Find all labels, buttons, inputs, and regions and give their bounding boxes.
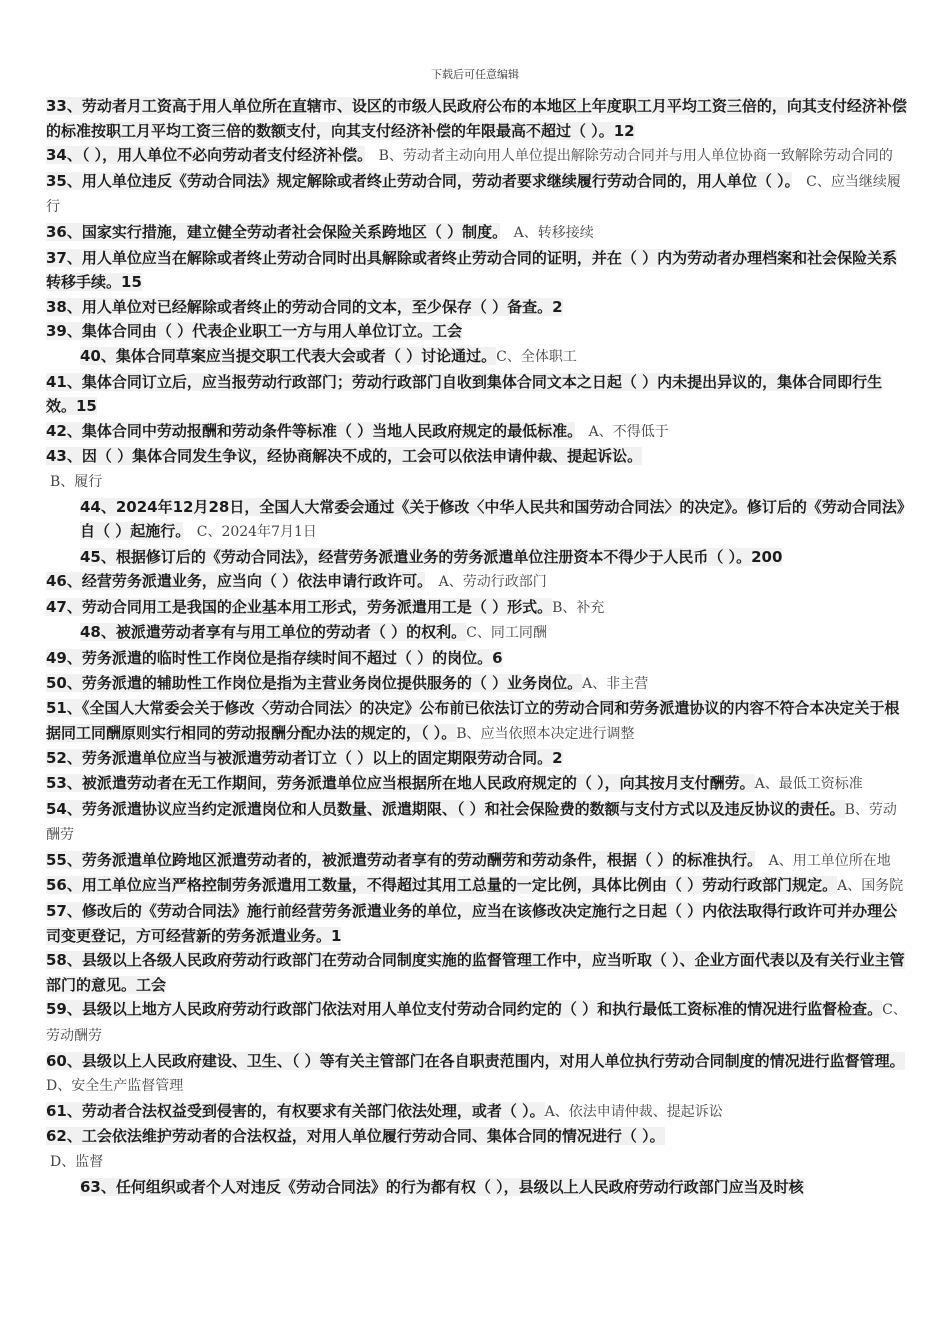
question-text: 62、工会依法维护劳动者的合法权益，对用人单位履行劳动合同、集体合同的情况进行（ ）。 <box>46 1127 665 1146</box>
question-text: 57、修改后的《劳动合同法》施行前经营劳务派遣业务的单位，应当在该修改决定施行之日起（ ）内依法取得行政许可并办理公司变更登记，方可经营新的劳务派遣业务。1 <box>46 902 898 945</box>
question-33 <box>46 94 908 143</box>
question-text: 46、经营劳务派遣业务，应当向（ ）依法申请行政许可。 <box>46 572 425 591</box>
question-48 <box>46 620 908 646</box>
question-58 <box>46 948 908 997</box>
question-57 <box>46 899 908 948</box>
answer-text: B、劳动者主动向用人单位提出解除劳动合同并与用人单位协商一致解除劳动合同的 <box>364 148 893 165</box>
question-35 <box>46 169 908 220</box>
question-46 <box>46 569 908 595</box>
question-text: 34、（ ），用人单位不必向劳动者支付经济补偿。 <box>46 146 365 165</box>
question-text: 35、用人单位违反《劳动合同法》规定解除或者终止劳动合同，劳动者要求继续履行劳动合同的，用人单位（ ）。 <box>46 171 793 190</box>
question-text: 47、劳动合同用工是我国的企业基本用工形式，劳务派遣用工是（ ）形式。 <box>46 597 553 616</box>
question-text: 40、集体合同草案应当提交职工代表大会或者（ ）讨论通过。 <box>80 346 497 365</box>
question-61 <box>46 1099 908 1125</box>
answer-text: B、劳动酬劳 <box>46 801 897 844</box>
question-text: 56、用工单位应当严格控制劳务派遣用工数量，不得超过其用工总量的一定比例，具体比例由（ ）劳动行政部门规定。 <box>46 876 838 895</box>
question-36 <box>46 220 908 246</box>
question-text: 44、2024年12月28日，全国人大常委会通过《关于修改〈中华人民共和国劳动合同法〉的决定》。修订后的《劳动合同法》自（ ）起施行。 <box>80 497 905 541</box>
question-56 <box>46 873 908 899</box>
question-44 <box>46 495 908 545</box>
answer-text: D、监督 <box>50 1153 104 1170</box>
question-63 <box>46 1175 908 1200</box>
question-54 <box>46 797 908 848</box>
question-40 <box>46 344 908 370</box>
question-text: 58、县级以上各级人民政府劳动行政部门在劳动合同制度实施的监督管理工作中，应当听取（ ）、企业方面代表以及有关行业主管部门的意见。工会 <box>46 951 905 994</box>
question-47 <box>46 595 908 621</box>
question-37 <box>46 246 908 295</box>
answer-text: A、不得低于 <box>574 423 669 440</box>
answer-text: B、履行 <box>50 473 103 490</box>
question-42 <box>46 419 908 445</box>
answer-text: B、应当依照本决定进行调整 <box>456 725 635 742</box>
question-text: 60、县级以上人民政府建设、卫生、（ ）等有关主管部门在各自职责范围内，对用人单位执行劳动合同制度的情况进行监督管理。 <box>46 1051 905 1070</box>
question-text: 63、任何组织或者个人对违反《劳动合同法》的行为都有权（ ），县级以上人民政府劳动行政部门应当及时核 <box>80 1177 804 1196</box>
question-50 <box>46 671 908 697</box>
question-text: 42、集体合同中劳动报酬和劳动条件等标准（ ）当地人民政府规定的最低标准。 <box>46 421 575 440</box>
question-43 <box>46 444 908 469</box>
question-text: 33、劳动者月工资高于用人单位所在直辖市、设区的市级人民政府公布的本地区上年度职工月平均工资三倍的，向其支付经济补偿的标准按职工月平均工资三倍的数额支付，向其支付经济补偿的年限最高不超过（ ）。12 <box>46 97 907 140</box>
question-62 <box>46 1124 908 1149</box>
answer-text: A、转移接续 <box>499 224 594 241</box>
answer-text: C、劳动酬劳 <box>46 1002 907 1044</box>
question-text: 36、国家实行措施，建立健全劳动者社会保险关系跨地区（ ）制度。 <box>46 222 500 241</box>
answer-text: A、依法申请仲裁、提起诉讼 <box>544 1103 723 1120</box>
answer-text: D、安全生产监督管理 <box>46 1078 184 1095</box>
question-60 <box>46 1049 908 1099</box>
question-53 <box>46 771 908 797</box>
question-text: 41、集体合同订立后，应当报劳动行政部门；劳动行政部门自收到集体合同文本之日起（ ）内未提出异议的，集体合同即行生效。15 <box>46 372 883 416</box>
question-text: 50、劳务派遣的辅助性工作岗位是指为主营业务岗位提供服务的（ ）业务岗位。 <box>46 673 583 692</box>
question-text: 39、集体合同由（ ）代表企业职工一方与用人单位订立。工会 <box>46 322 463 341</box>
answer-text: C、应当继续履行 <box>46 173 901 216</box>
question-51 <box>46 696 908 746</box>
page-header: 下载后可任意编辑 <box>431 68 519 81</box>
question-text: 38、用人单位对已经解除或者终止的劳动合同的文本，至少保存（ ）备查。2 <box>46 297 563 316</box>
question-34 <box>46 143 908 169</box>
answer-text: C、全体职工 <box>496 348 577 365</box>
answer-text: A、非主营 <box>582 675 649 692</box>
question-text: 55、劳务派遣单位跨地区派遣劳动者的，被派遣劳动者享有的劳动酬劳和劳动条件，根据（ ）的标准执行。 <box>46 850 755 869</box>
question-59 <box>46 997 908 1048</box>
question-49 <box>46 646 908 671</box>
question-text: 49、劳务派遣的临时性工作岗位是指存续时间不超过（ ）的岗位。6 <box>46 649 503 668</box>
question-52 <box>46 746 908 771</box>
answer-text: B、补充 <box>552 599 605 616</box>
answer-text: A、用工单位所在地 <box>754 852 891 869</box>
answer-text: A、劳动行政部门 <box>424 574 547 591</box>
question-text: 53、被派遣劳动者在无工作期间，劳务派遣单位应当根据所在地人民政府规定的（ ），向其按月支付酬劳。 <box>46 774 755 793</box>
answer-text: A、国务院 <box>837 878 904 895</box>
question-39 <box>46 319 908 344</box>
question-text: 37、用人单位应当在解除或者终止劳动合同时出具解除或者终止劳动合同的证明，并在（ ）内为劳动者办理档案和社会保险关系转移手续。15 <box>46 248 898 292</box>
question-45 <box>46 545 908 570</box>
question-list <box>46 94 908 1199</box>
answer-62 <box>46 1149 908 1175</box>
answer-text: A、最低工资标准 <box>754 776 863 793</box>
question-55 <box>46 848 908 874</box>
question-text: 52、劳务派遣单位应当与被派遣劳动者订立（ ）以上的固定期限劳动合同。2 <box>46 749 563 768</box>
answer-43 <box>46 469 908 495</box>
question-text: 59、县级以上地方人民政府劳动行政部门依法对用人单位支付劳动合同约定的（ ）和执行最低工资标准的情况进行监督检查。 <box>46 1000 883 1019</box>
question-text: 51、《全国人大常委会关于修改〈劳动合同法〉的决定》公布前已依法订立的劳动合同和劳务派遣协议的内容不符合本决定关于根据同工同酬原则实行相同的劳动报酬分配办法的规定的，（ ）。 <box>46 699 900 742</box>
question-text: 48、被派遣劳动者享有与用工单位的劳动者（ ）的权利。 <box>80 623 467 642</box>
question-41 <box>46 370 908 419</box>
question-text: 61、劳动者合法权益受到侵害的，有权要求有关部门依法处理，或者（ ）。 <box>46 1101 545 1120</box>
question-text: 43、因（ ）集体合同发生争议，经协商解决不成的，工会可以依法申请仲裁、提起诉讼。 <box>46 447 643 466</box>
question-38 <box>46 295 908 320</box>
answer-text: C、2024年7月1日 <box>182 524 317 541</box>
question-text: 45、根据修订后的《劳动合同法》，经营劳务派遣业务的劳务派遣单位注册资本不得少于人民币（ ）。200 <box>80 547 783 566</box>
answer-text: C、同工同酬 <box>466 625 547 642</box>
question-text: 54、劳务派遣协议应当约定派遣岗位和人员数量、派遣期限、（ ）和社会保险费的数额与支付方式以及违反协议的责任。 <box>46 799 845 818</box>
